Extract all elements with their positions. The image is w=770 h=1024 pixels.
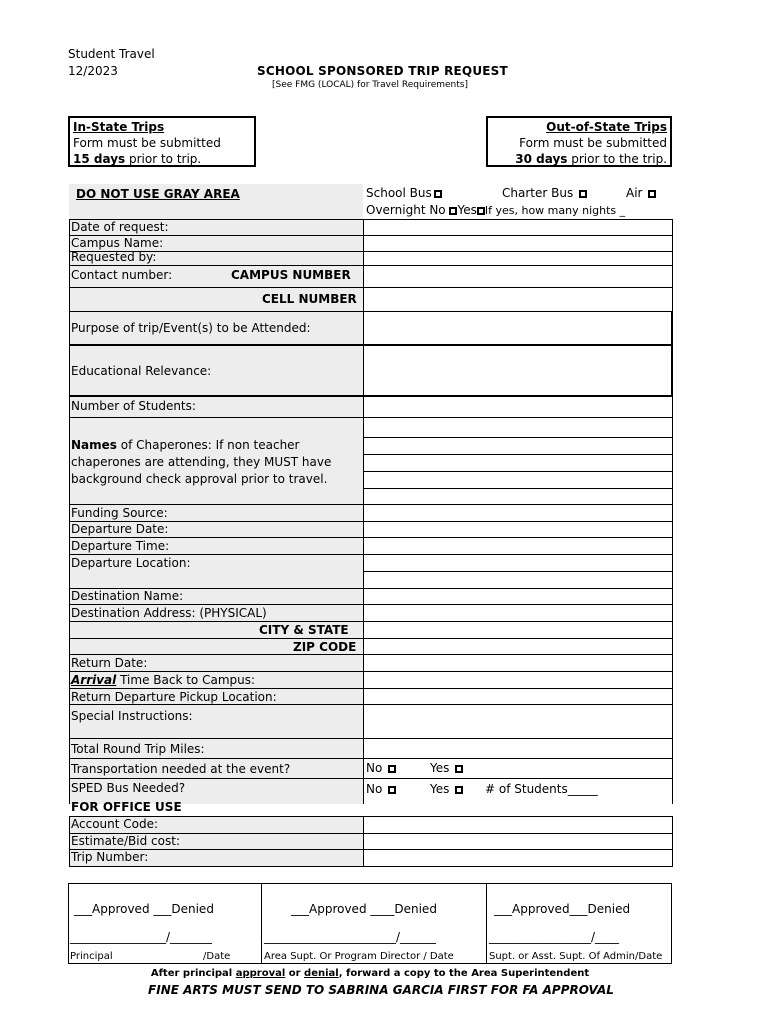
grid-line bbox=[363, 311, 672, 312]
in-state-heading: In-State Trips bbox=[73, 120, 165, 134]
grid-line bbox=[69, 816, 673, 817]
chaperones-rest-1: of Chaperones: If non teacher bbox=[116, 438, 300, 452]
out-state-box bbox=[486, 116, 672, 167]
transport-yes-checkbox[interactable] bbox=[455, 765, 463, 773]
grid-line bbox=[363, 537, 672, 538]
page-title: SCHOOL SPONSORED TRIP REQUEST bbox=[257, 64, 508, 78]
office-use-heading: FOR OFFICE USE bbox=[71, 800, 182, 814]
grid-line bbox=[69, 219, 70, 804]
arrival-time-label bbox=[71, 673, 255, 687]
grid-line bbox=[69, 688, 363, 689]
grid-line bbox=[363, 417, 672, 418]
city-state-label: CITY & STATE bbox=[259, 623, 349, 637]
grid-line bbox=[69, 738, 363, 739]
transport-yes-label: Yes bbox=[430, 761, 450, 775]
grid-line bbox=[69, 537, 363, 538]
arrival-word: Arrival bbox=[71, 673, 117, 687]
grid-line bbox=[363, 604, 672, 605]
estimate-cost-label: Estimate/Bid cost: bbox=[71, 834, 180, 848]
grid-line bbox=[69, 758, 363, 759]
principal-signature-line[interactable]: ________________/_______ bbox=[70, 930, 213, 944]
grid-line bbox=[69, 849, 673, 850]
trip-number-label: Trip Number: bbox=[71, 850, 149, 864]
in-state-days: 15 days bbox=[73, 152, 126, 166]
grid-line bbox=[69, 287, 363, 288]
supt-label: Supt. or Asst. Supt. Of Admin/Date bbox=[489, 951, 663, 962]
footer-or: or bbox=[285, 968, 305, 979]
return-date-label: Return Date: bbox=[71, 656, 148, 670]
charter-bus-checkbox[interactable] bbox=[579, 190, 587, 198]
grid-line bbox=[363, 395, 672, 397]
in-state-line2 bbox=[73, 151, 251, 167]
transport-no-option[interactable] bbox=[366, 761, 396, 775]
transportation-needed-label: Transportation needed at the event? bbox=[71, 762, 291, 776]
grid-line bbox=[69, 417, 363, 418]
grid-line bbox=[363, 621, 672, 622]
air-checkbox[interactable] bbox=[648, 190, 656, 198]
sped-yes-checkbox[interactable] bbox=[455, 786, 463, 794]
grid-line bbox=[363, 758, 672, 759]
sped-no-option[interactable] bbox=[366, 782, 396, 796]
grid-line bbox=[363, 488, 672, 489]
return-pickup-label: Return Departure Pickup Location: bbox=[71, 690, 277, 704]
grid-line bbox=[363, 287, 672, 288]
transport-no-label: No bbox=[366, 761, 383, 775]
grid-line bbox=[672, 219, 673, 804]
campus-name-label: Campus Name: bbox=[71, 236, 164, 250]
charter-bus-label: Charter Bus bbox=[502, 186, 574, 200]
grid-line bbox=[363, 704, 672, 705]
grid-line bbox=[363, 265, 672, 266]
grid-line bbox=[363, 437, 672, 438]
sped-no-checkbox[interactable] bbox=[388, 786, 396, 794]
in-state-suffix: prior to trip. bbox=[125, 152, 202, 166]
campus-number-label: CAMPUS NUMBER bbox=[231, 268, 351, 282]
area-supt-label: Area Supt. Or Program Director / Date bbox=[264, 951, 454, 962]
supt-signature-line[interactable]: _________________/____ bbox=[489, 930, 620, 944]
out-state-heading: Out-of-State Trips bbox=[546, 120, 667, 134]
header-date: 12/2023 bbox=[68, 64, 118, 78]
total-miles-label: Total Round Trip Miles: bbox=[71, 742, 205, 756]
grid-line bbox=[363, 454, 672, 455]
grid-line bbox=[672, 816, 673, 866]
grid-line bbox=[363, 738, 672, 739]
grid-line bbox=[69, 621, 363, 622]
grid-line bbox=[671, 311, 673, 397]
school-bus-label: School Bus bbox=[366, 186, 432, 200]
grid-line bbox=[363, 571, 672, 572]
grid-line bbox=[363, 778, 672, 779]
in-state-box bbox=[68, 116, 256, 167]
grid-line bbox=[363, 654, 672, 655]
grid-line bbox=[363, 471, 672, 472]
principal-approval-status[interactable]: ___Approved ___Denied bbox=[74, 902, 214, 916]
contact-number-label: Contact number: bbox=[71, 268, 173, 282]
school-bus-option[interactable] bbox=[366, 186, 442, 200]
footer-part-a: After principal bbox=[150, 968, 236, 979]
principal-label: Principal bbox=[70, 951, 113, 962]
grid-line bbox=[69, 504, 363, 505]
grid-line bbox=[363, 554, 672, 555]
sped-no-label: No bbox=[366, 782, 383, 796]
account-code-label: Account Code: bbox=[71, 817, 159, 831]
out-state-line1: Form must be submitted bbox=[519, 136, 667, 150]
sped-students-count: # of Students_____ bbox=[485, 782, 598, 796]
overnight-yes-checkbox[interactable] bbox=[477, 207, 485, 215]
grid-line bbox=[69, 671, 363, 672]
grid-line bbox=[69, 778, 363, 779]
grid-line bbox=[363, 638, 672, 639]
area-supt-approval-status[interactable]: ___Approved ____Denied bbox=[291, 902, 437, 916]
sped-yes-option[interactable] bbox=[430, 782, 463, 796]
chaperones-line-2: chaperones are attending, they MUST have bbox=[71, 455, 332, 469]
grid-line bbox=[69, 638, 363, 639]
chaperones-label bbox=[71, 437, 331, 488]
funding-source-label: Funding Source: bbox=[71, 506, 168, 520]
date-of-request-label: Date of request: bbox=[71, 220, 169, 234]
departure-time-label: Departure Time: bbox=[71, 539, 170, 553]
footer-fine-arts-note: FINE ARTS MUST SEND TO SABRINA GARCIA FIRST FOR FA APPROVAL bbox=[148, 983, 614, 997]
departure-date-label: Departure Date: bbox=[71, 522, 169, 536]
arrival-rest: Time Back to Campus: bbox=[116, 673, 256, 687]
chaperones-line-1 bbox=[71, 437, 331, 454]
grid-line bbox=[69, 866, 673, 867]
grid-line bbox=[69, 654, 363, 655]
supt-approval-status[interactable]: ___Approved___Denied bbox=[494, 902, 631, 916]
transport-no-checkbox[interactable] bbox=[388, 765, 396, 773]
grid-line bbox=[69, 344, 363, 346]
destination-address-label: Destination Address: (PHYSICAL) bbox=[71, 606, 267, 620]
header-line-1: Student Travel bbox=[68, 47, 155, 61]
principal-date-label: /Date bbox=[203, 951, 231, 962]
grid-line bbox=[69, 395, 363, 397]
grid-line bbox=[363, 688, 672, 689]
area-supt-signature-line[interactable]: ______________________/______ bbox=[264, 930, 437, 944]
page-subtitle: [See FMG (LOCAL) for Travel Requirements] bbox=[272, 80, 468, 90]
sped-bus-label: SPED Bus Needed? bbox=[71, 781, 186, 795]
grid-line bbox=[69, 604, 363, 605]
grid-line bbox=[363, 251, 672, 252]
cell-number-label: CELL NUMBER bbox=[262, 292, 357, 306]
charter-bus-option[interactable] bbox=[502, 186, 587, 200]
grid-line bbox=[261, 883, 262, 964]
chaperones-line-3: background check approval prior to travel. bbox=[71, 472, 328, 486]
grid-line bbox=[363, 344, 672, 346]
grid-line bbox=[69, 554, 363, 555]
grid-line bbox=[69, 704, 363, 705]
out-state-line2 bbox=[491, 151, 667, 167]
number-of-students-label: Number of Students: bbox=[71, 399, 196, 413]
gray-area-note: DO NOT USE GRAY AREA bbox=[76, 187, 240, 201]
grid-line bbox=[363, 671, 672, 672]
out-state-days: 30 days bbox=[515, 152, 568, 166]
overnight-label: Overnight No bbox=[366, 203, 446, 217]
in-state-line1: Form must be submitted bbox=[73, 136, 221, 150]
destination-name-label: Destination Name: bbox=[71, 589, 184, 603]
chaperones-names-bold: Names bbox=[71, 438, 117, 452]
school-bus-checkbox[interactable] bbox=[434, 190, 442, 198]
departure-location-label: Departure Location: bbox=[71, 556, 191, 570]
air-label: Air bbox=[626, 186, 643, 200]
educational-relevance-label: Educational Relevance: bbox=[71, 364, 212, 378]
transport-yes-option[interactable] bbox=[430, 761, 463, 775]
footer-instruction bbox=[0, 968, 740, 979]
sped-yes-label: Yes bbox=[430, 782, 450, 796]
overnight-yes-label: Yes bbox=[457, 203, 477, 217]
grid-line bbox=[363, 219, 364, 804]
overnight-option[interactable] bbox=[366, 203, 625, 217]
grid-line bbox=[69, 311, 363, 312]
grid-line bbox=[363, 521, 672, 522]
nights-label: If yes, how many nights _ bbox=[484, 204, 626, 217]
grid-line bbox=[363, 235, 672, 236]
grid-line bbox=[363, 816, 364, 866]
grid-line bbox=[486, 883, 487, 964]
air-option[interactable] bbox=[626, 186, 656, 200]
requested-by-label: Requested by: bbox=[71, 250, 157, 264]
footer-denial: denial bbox=[304, 968, 339, 979]
grid-line bbox=[363, 588, 672, 589]
grid-line bbox=[363, 504, 672, 505]
out-state-suffix: prior to the trip. bbox=[567, 152, 667, 166]
grid-line bbox=[69, 265, 363, 266]
grid-line bbox=[69, 816, 70, 866]
footer-approval: approval bbox=[235, 968, 286, 979]
zip-code-label: ZIP CODE bbox=[293, 640, 357, 654]
purpose-label: Purpose of trip/Event(s) to be Attended: bbox=[71, 321, 311, 335]
special-instructions-label: Special Instructions: bbox=[71, 709, 193, 723]
footer-part-b: , forward a copy to the Area Superintendent bbox=[338, 968, 590, 979]
